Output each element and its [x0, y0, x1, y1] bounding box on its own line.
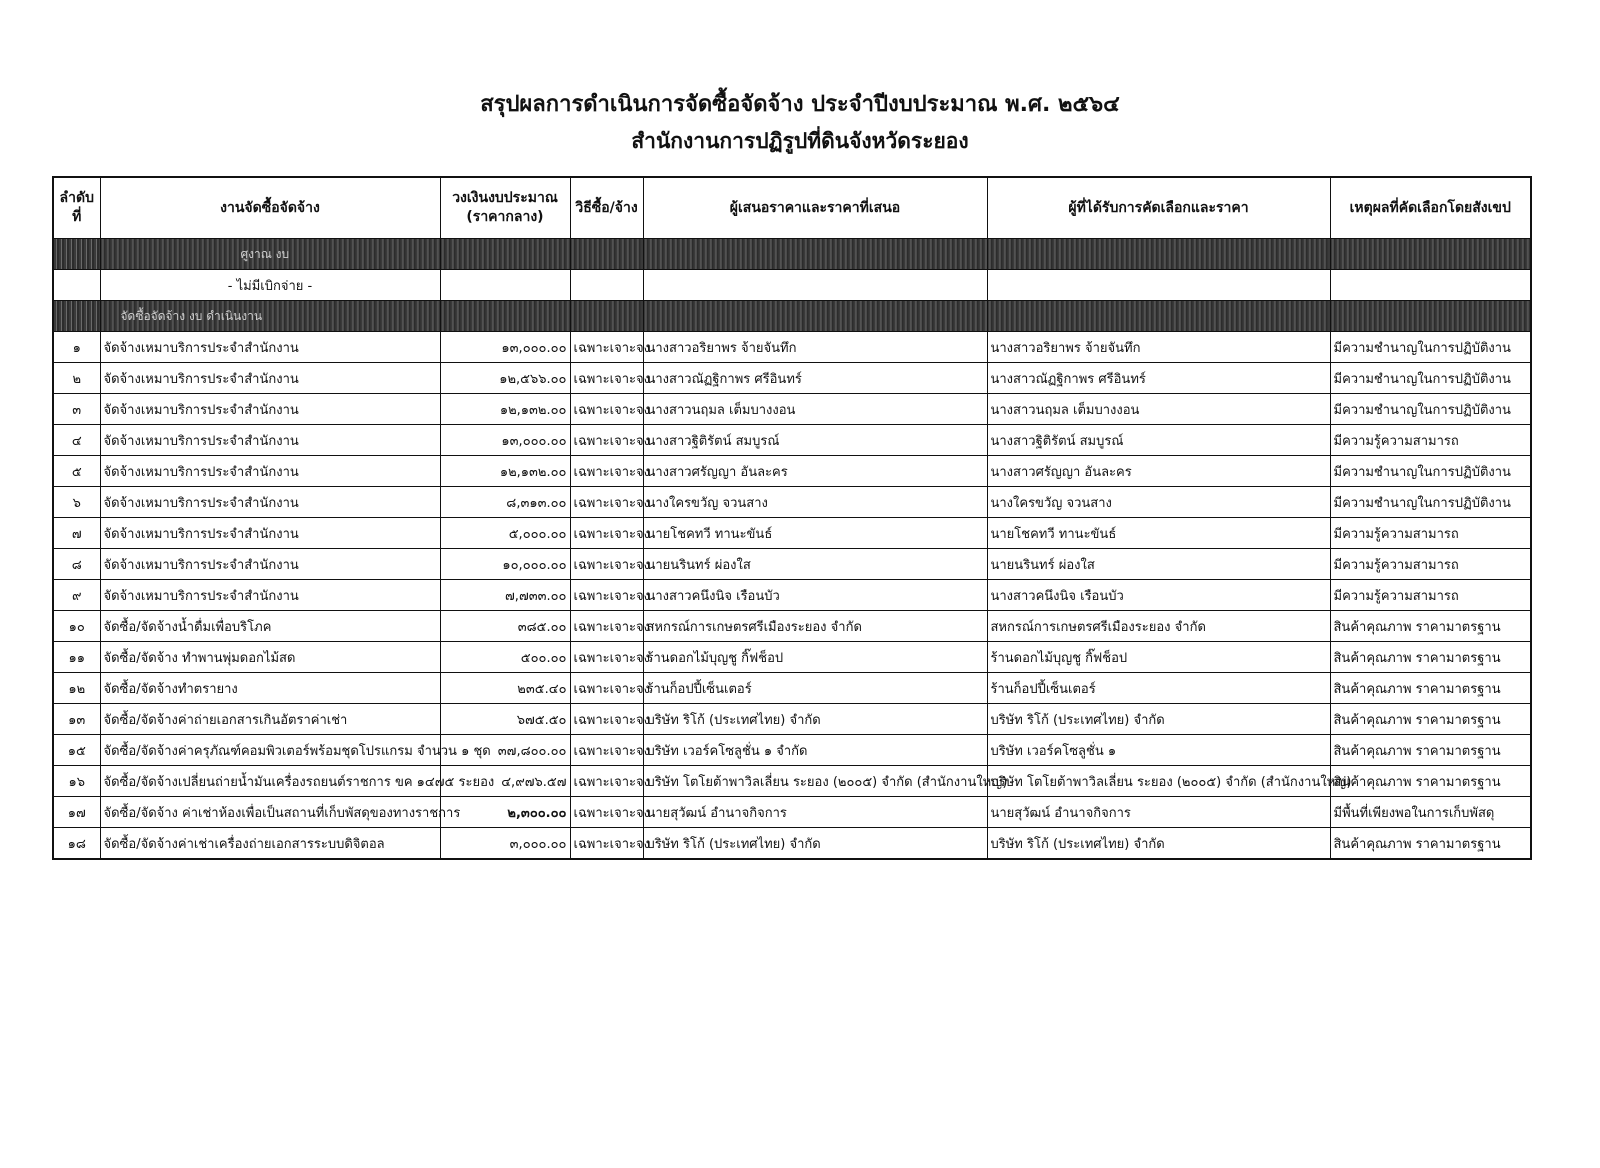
document-subtitle: สำนักงานการปฏิรูปที่ดินจังหวัดระยอง [631, 129, 969, 153]
row-bidder: นางสาวฐิติรัตน์ สมบูรณ์ [643, 425, 987, 456]
table-row [53, 797, 1531, 828]
section-band-label: จัดซื้อจัดจ้าง งบ ดำเนินงาน [100, 301, 440, 332]
row-winner: บริษัท ริโก้ (ประเทศไทย) จำกัด [987, 704, 1330, 735]
row-bidder: นายสุวัฒน์ อำนาจกิจการ [643, 797, 987, 828]
no-expense-label: - ไม่มีเบิกจ่าย - [100, 270, 440, 301]
table-row [53, 766, 1531, 797]
row-method: เฉพาะเจาะจง [570, 487, 643, 518]
row-winner: บริษัท ริโก้ (ประเทศไทย) จำกัด [987, 828, 1330, 860]
row-budget: ๕๐๐.๐๐ [440, 642, 570, 673]
document-title: สรุปผลการดำเนินการจัดซื้อจัดจ้าง ประจำปีงบประมาณ พ.ศ. ๒๕๖๔ [480, 92, 1120, 117]
row-no: ๑๐ [53, 611, 100, 642]
row-reason: สินค้าคุณภาพ ราคามาตรฐาน [1330, 828, 1531, 860]
table-row [53, 394, 1531, 425]
row-bidder: นายนรินทร์ ผ่องใส [643, 549, 987, 580]
table-row [53, 549, 1531, 580]
header-item: งานจัดซื้อจัดจ้าง [100, 177, 440, 239]
row-method: เฉพาะเจาะจง [570, 828, 643, 860]
row-item: จัดซื้อ/จัดจ้างค่าเช่าเครื่องถ่ายเอกสารระบบดิจิตอล [100, 828, 440, 860]
row-winner: นางสาวศรัญญา อันละคร [987, 456, 1330, 487]
row-reason: มีความชำนาญในการปฏิบัติงาน [1330, 487, 1531, 518]
row-bidder: บริษัท โตโยต้าพาวิลเลี่ยน ระยอง (๒๐๐๕) จำกัด (สำนักงานใหญ่) [643, 766, 987, 797]
row-winner: ร้านดอกไม้บุญชู กิ๊ฟช็อป [987, 642, 1330, 673]
row-item: จัดจ้างเหมาบริการประจำสำนักงาน [100, 580, 440, 611]
row-item: จัดซื้อ/จัดจ้างน้ำดื่มเพื่อบริโภค [100, 611, 440, 642]
row-bidder: บริษัท ริโก้ (ประเทศไทย) จำกัด [643, 828, 987, 860]
row-winner: นายโชคทวี ทานะขันธ์ [987, 518, 1330, 549]
row-no: ๑๗ [53, 797, 100, 828]
row-reason: มีความรู้ความสามารถ [1330, 580, 1531, 611]
row-method: เฉพาะเจาะจง [570, 735, 643, 766]
row-item: จัดจ้างเหมาบริการประจำสำนักงาน [100, 549, 440, 580]
row-budget: ๒,๓๐๐.๐๐ [440, 797, 570, 828]
row-bidder: สหกรณ์การเกษตรศรีเมืองระยอง จำกัด [643, 611, 987, 642]
row-no: ๓ [53, 394, 100, 425]
row-bidder: นางสาวอริยาพร จ้ายจันทึก [643, 332, 987, 363]
row-item: จัดจ้างเหมาบริการประจำสำนักงาน [100, 456, 440, 487]
row-bidder: ร้านดอกไม้บุญชู กิ๊ฟช็อป [643, 642, 987, 673]
header-no: ลำดับ ที่ [53, 177, 100, 239]
row-bidder: นางสาวศรัญญา อันละคร [643, 456, 987, 487]
procurement-table [52, 176, 1532, 860]
row-reason: มีความชำนาญในการปฏิบัติงาน [1330, 332, 1531, 363]
table-row [53, 487, 1531, 518]
row-no: ๑๒ [53, 673, 100, 704]
row-bidder: นางใครขวัญ จวนสาง [643, 487, 987, 518]
row-item: จัดจ้างเหมาบริการประจำสำนักงาน [100, 425, 440, 456]
row-reason: สินค้าคุณภาพ ราคามาตรฐาน [1330, 642, 1531, 673]
row-method: เฉพาะเจาะจง [570, 766, 643, 797]
row-reason: สินค้าคุณภาพ ราคามาตรฐาน [1330, 735, 1531, 766]
row-item: จัดซื้อ/จัดจ้างเปลี่ยนถ่ายน้ำมันเครื่องรถยนต์ราชการ ขค ๑๔๗๕ ระยอง [100, 766, 440, 797]
table-header-row [53, 177, 1531, 239]
row-bidder: นางสาวนฤมล เต็มบางงอน [643, 394, 987, 425]
row-reason: สินค้าคุณภาพ ราคามาตรฐาน [1330, 673, 1531, 704]
row-budget: ๓๗,๘๐๐.๐๐ [440, 735, 570, 766]
row-winner: สหกรณ์การเกษตรศรีเมืองระยอง จำกัด [987, 611, 1330, 642]
row-method: เฉพาะเจาะจง [570, 456, 643, 487]
header-reason: เหตุผลที่คัดเลือกโดยสังเขป [1330, 177, 1531, 239]
row-winner: นางสาวอริยาพร จ้ายจันทึก [987, 332, 1330, 363]
row-method: เฉพาะเจาะจง [570, 425, 643, 456]
row-item: จัดจ้างเหมาบริการประจำสำนักงาน [100, 363, 440, 394]
row-bidder: นางสาวณัฏฐิกาพร ศรีอินทร์ [643, 363, 987, 394]
table-row [53, 642, 1531, 673]
row-no: ๑๑ [53, 642, 100, 673]
row-winner: นางสาวคนึงนิจ เรือนบัว [987, 580, 1330, 611]
row-winner: บริษัท โตโยต้าพาวิลเลี่ยน ระยอง (๒๐๐๕) จำกัด (สำนักงานใหญ่) [987, 766, 1330, 797]
row-reason: สินค้าคุณภาพ ราคามาตรฐาน [1330, 704, 1531, 735]
header-method: วิธีซื้อ/จ้าง [570, 177, 643, 239]
row-item: จัดซื้อ/จัดจ้าง ค่าเช่าห้องเพื่อเป็นสถานที่เก็บพัสดุของทางราชการ [100, 797, 440, 828]
row-bidder: บริษัท เวอร์คโซลูชั่น ๑ จำกัด [643, 735, 987, 766]
row-no: ๑๖ [53, 766, 100, 797]
section-band-operating [53, 301, 1531, 332]
row-method: เฉพาะเจาะจง [570, 673, 643, 704]
row-winner: บริษัท เวอร์คโซลูชั่น ๑ [987, 735, 1330, 766]
row-reason: มีความชำนาญในการปฏิบัติงาน [1330, 363, 1531, 394]
table-row [53, 518, 1531, 549]
table-row [53, 704, 1531, 735]
row-budget: ๑๒,๑๓๒.๐๐ [440, 394, 570, 425]
row-budget: ๘,๓๑๓.๐๐ [440, 487, 570, 518]
row-winner: นายสุวัฒน์ อำนาจกิจการ [987, 797, 1330, 828]
row-method: เฉพาะเจาะจง [570, 363, 643, 394]
row-item: จัดซื้อ/จัดจ้างค่าถ่ายเอกสารเกินอัตราค่าเช่า [100, 704, 440, 735]
row-method: เฉพาะเจาะจง [570, 611, 643, 642]
row-budget: ๕,๐๐๐.๐๐ [440, 518, 570, 549]
row-budget: ๖๗๕.๕๐ [440, 704, 570, 735]
row-winner: นางใครขวัญ จวนสาง [987, 487, 1330, 518]
row-reason: มีความชำนาญในการปฏิบัติงาน [1330, 456, 1531, 487]
row-reason: สินค้าคุณภาพ ราคามาตรฐาน [1330, 611, 1531, 642]
row-bidder: นางสาวคนึงนิจ เรือนบัว [643, 580, 987, 611]
row-method: เฉพาะเจาะจง [570, 797, 643, 828]
row-no: ๕ [53, 456, 100, 487]
section-band-label: ศูงาณ งบ [100, 239, 440, 270]
row-item: จัดจ้างเหมาบริการประจำสำนักงาน [100, 487, 440, 518]
table-row [53, 828, 1531, 860]
row-no: ๑๓ [53, 704, 100, 735]
row-reason: มีความรู้ความสามารถ [1330, 518, 1531, 549]
row-budget: ๑๐,๐๐๐.๐๐ [440, 549, 570, 580]
row-no: ๑๕ [53, 735, 100, 766]
row-budget: ๑๒,๑๓๒.๐๐ [440, 456, 570, 487]
row-item: จัดซื้อ/จัดจ้างทำตรายาง [100, 673, 440, 704]
row-no: ๑๘ [53, 828, 100, 860]
row-reason: มีพื้นที่เพียงพอในการเก็บพัสดุ [1330, 797, 1531, 828]
table-row [53, 673, 1531, 704]
row-budget: ๑๓,๐๐๐.๐๐ [440, 332, 570, 363]
no-expense-row [53, 270, 1531, 301]
row-winner: นางสาวฐิติรัตน์ สมบูรณ์ [987, 425, 1330, 456]
row-no: ๗ [53, 518, 100, 549]
table-row [53, 456, 1531, 487]
table-row [53, 735, 1531, 766]
row-reason: มีความชำนาญในการปฏิบัติงาน [1330, 394, 1531, 425]
row-no: ๑ [53, 332, 100, 363]
row-item: จัดซื้อ/จัดจ้างค่าครุภัณฑ์คอมพิวเตอร์พร้อมชุดโปรแกรม จำนวน ๑ ชุด [100, 735, 440, 766]
row-no: ๘ [53, 549, 100, 580]
row-winner: ร้านก็อปปี้เซ็นเตอร์ [987, 673, 1330, 704]
row-no: ๖ [53, 487, 100, 518]
header-budget: วงเงินงบประมาณ (ราคากลาง) [440, 177, 570, 239]
row-no: ๒ [53, 363, 100, 394]
row-budget: ๗,๗๓๓.๐๐ [440, 580, 570, 611]
row-no: ๔ [53, 425, 100, 456]
table-row [53, 332, 1531, 363]
table-row [53, 611, 1531, 642]
row-bidder: ร้านก็อปปี้เซ็นเตอร์ [643, 673, 987, 704]
row-budget: ๔,๙๗๖.๕๗ [440, 766, 570, 797]
header-winner: ผู้ที่ได้รับการคัดเลือกและราคา [987, 177, 1330, 239]
row-bidder: บริษัท ริโก้ (ประเทศไทย) จำกัด [643, 704, 987, 735]
row-budget: ๑๓,๐๐๐.๐๐ [440, 425, 570, 456]
row-item: จัดจ้างเหมาบริการประจำสำนักงาน [100, 332, 440, 363]
header-bidders: ผู้เสนอราคาและราคาที่เสนอ [643, 177, 987, 239]
row-method: เฉพาะเจาะจง [570, 704, 643, 735]
row-budget: ๑๒,๕๖๖.๐๐ [440, 363, 570, 394]
row-method: เฉพาะเจาะจง [570, 580, 643, 611]
row-item: จัดจ้างเหมาบริการประจำสำนักงาน [100, 518, 440, 549]
row-reason: มีความรู้ความสามารถ [1330, 549, 1531, 580]
row-budget: ๓๘๕.๐๐ [440, 611, 570, 642]
row-method: เฉพาะเจาะจง [570, 549, 643, 580]
row-method: เฉพาะเจาะจง [570, 642, 643, 673]
row-item: จัดจ้างเหมาบริการประจำสำนักงาน [100, 394, 440, 425]
table-row [53, 363, 1531, 394]
row-budget: ๓,๐๐๐.๐๐ [440, 828, 570, 860]
row-reason: สินค้าคุณภาพ ราคามาตรฐาน [1330, 766, 1531, 797]
row-winner: นางสาวณัฏฐิกาพร ศรีอินทร์ [987, 363, 1330, 394]
row-method: เฉพาะเจาะจง [570, 518, 643, 549]
row-item: จัดซื้อ/จัดจ้าง ทำพานพุ่มดอกไม้สด [100, 642, 440, 673]
row-winner: นางสาวนฤมล เต็มบางงอน [987, 394, 1330, 425]
row-method: เฉพาะเจาะจง [570, 394, 643, 425]
row-winner: นายนรินทร์ ผ่องใส [987, 549, 1330, 580]
row-reason: มีความรู้ความสามารถ [1330, 425, 1531, 456]
row-budget: ๒๓๕.๔๐ [440, 673, 570, 704]
row-method: เฉพาะเจาะจง [570, 332, 643, 363]
row-bidder: นายโชคทวี ทานะขันธ์ [643, 518, 987, 549]
row-no: ๙ [53, 580, 100, 611]
section-band-investment [53, 239, 1531, 270]
table-row [53, 580, 1531, 611]
table-row [53, 425, 1531, 456]
